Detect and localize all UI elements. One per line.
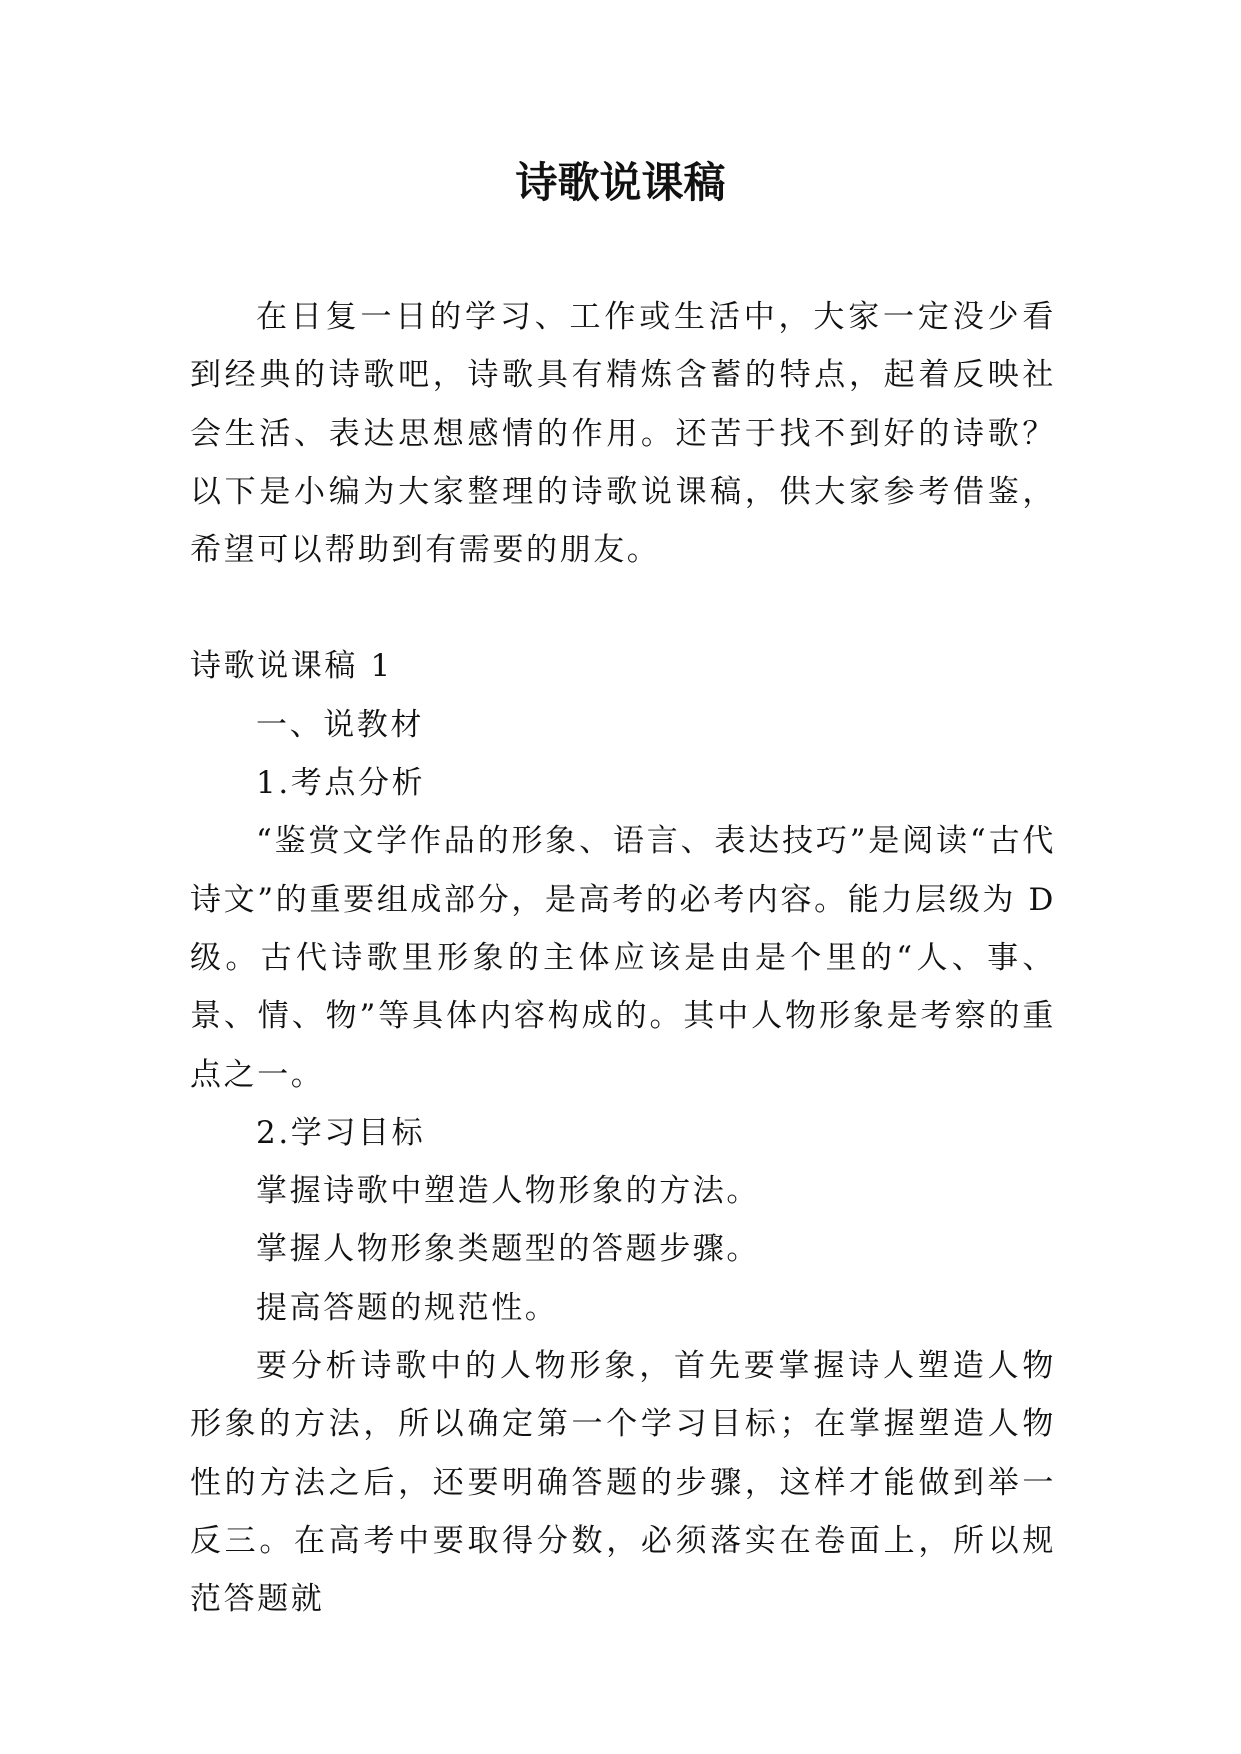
item-heading-learning-goals: 2.学习目标 bbox=[256, 1114, 426, 1151]
explanation-paragraph: 要分析诗歌中的人物形象，首先要掌握诗人塑造人物形象的方法，所以确定第一个学习目标；在掌握塑造人物性的方法之后，还要明确答题的步骤，这样才能做到举一反三。在高考中要取得分数，必须落实在卷面上，所以规范答题就 bbox=[190, 1348, 1056, 1618]
document-title: 诗歌说课稿 bbox=[515, 158, 726, 207]
section-heading: 诗歌说课稿 1 bbox=[190, 648, 393, 685]
exam-analysis-paragraph: “鉴赏文学作品的形象、语言、表达技巧”是阅读“古代诗文”的重要组成部分，是高考的必考内容。能力层级为 D 级。古代诗歌里形象的主体应该是由是个里的“人、事、景、情、物”等具体内容构成的。其中人物形象是考察的重点之一。 bbox=[190, 823, 1056, 1093]
part-heading: 一、说教材 bbox=[256, 706, 424, 743]
intro-paragraph: 在日复一日的学习、工作或生活中，大家一定没少看到经典的诗歌吧，诗歌具有精炼含蓄的特点，起着反映社会生活、表达思想感情的作用。还苦于找不到好的诗歌？以下是小编为大家整理的诗歌说课稿，供大家参考借鉴，希望可以帮助到有需要的朋友。 bbox=[190, 299, 1056, 569]
learning-goal-item: 掌握诗歌中塑造人物形象的方法。 bbox=[256, 1173, 760, 1210]
document-body bbox=[190, 288, 1056, 1629]
learning-goal-item: 提高答题的规范性。 bbox=[256, 1289, 559, 1326]
learning-goal-item: 掌握人物形象类题型的答题步骤。 bbox=[256, 1231, 760, 1268]
item-heading-exam-analysis: 1.考点分析 bbox=[256, 765, 426, 802]
